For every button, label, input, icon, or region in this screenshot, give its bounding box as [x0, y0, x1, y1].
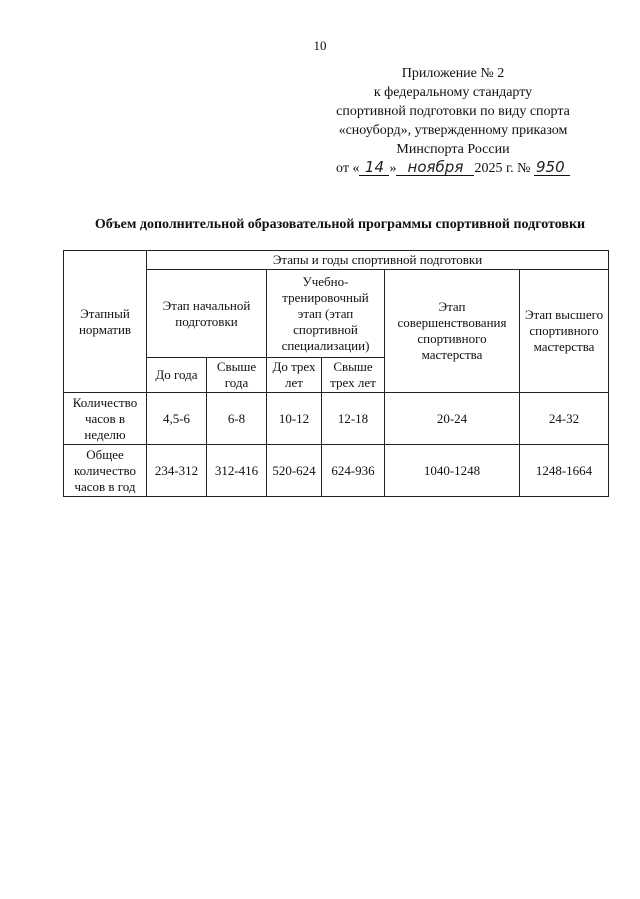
stage-header-highest: Этап высшего спортивного мастерства [520, 270, 609, 393]
order-reference [303, 159, 603, 178]
document-title: Объем дополнительной образовательной программы спортивной подготовки [94, 217, 586, 232]
handwritten-order-number: 950 [534, 160, 570, 176]
handwritten-month: ноября [396, 160, 474, 176]
table-cell: 20-24 [385, 393, 520, 445]
table-row [64, 445, 609, 497]
appendix-line: Минспорта России [396, 142, 510, 157]
table-cell: 1040-1248 [385, 445, 520, 497]
table-cell: 234-312 [147, 445, 207, 497]
table-cell: 12-18 [322, 393, 385, 445]
stage-header-initial: Этап начальной подготовки [147, 270, 267, 358]
stage-header-improvement: Этап совершенствования спортивного мастерства [385, 270, 520, 393]
table-cell: 6-8 [207, 393, 267, 445]
volume-table [63, 250, 609, 497]
row-label: Количество часов в неделю [64, 393, 147, 445]
order-quote-close: » [389, 161, 397, 176]
table-header-row [64, 251, 609, 270]
appendix-line: спортивной подготовки по виду спорта [336, 104, 570, 119]
table-cell: 10-12 [267, 393, 322, 445]
subheader-initial-1: До года [147, 358, 207, 393]
appendix-block [303, 64, 603, 178]
table-cell: 4,5-6 [147, 393, 207, 445]
table-cell: 1248-1664 [520, 445, 609, 497]
page-number: 10 [313, 38, 327, 53]
corner-header: Этапный норматив [64, 251, 147, 393]
handwritten-day: 14 [359, 160, 389, 176]
order-prefix: от « [336, 161, 360, 176]
subheader-training-2: Свыше трех лет [322, 358, 385, 393]
subheader-initial-2: Свыше года [207, 358, 267, 393]
appendix-line: к федеральному стандарту [373, 85, 533, 100]
table-cell: 24-32 [520, 393, 609, 445]
stage-header-training: Учебно-тренировочный этап (этап спортивной специализации) [267, 270, 385, 358]
order-year: 2025 г. № [474, 161, 531, 176]
table-cell: 520-624 [267, 445, 322, 497]
row-label: Общее количество часов в год [64, 445, 147, 497]
table-cell: 624-936 [322, 445, 385, 497]
table-cell: 312-416 [207, 445, 267, 497]
group-header: Этапы и годы спортивной подготовки [147, 251, 609, 270]
appendix-line: Приложение № 2 [401, 66, 505, 81]
appendix-line: «сноуборд», утвержденному приказом [338, 123, 568, 138]
table-row [64, 393, 609, 445]
subheader-training-1: До трех лет [267, 358, 322, 393]
